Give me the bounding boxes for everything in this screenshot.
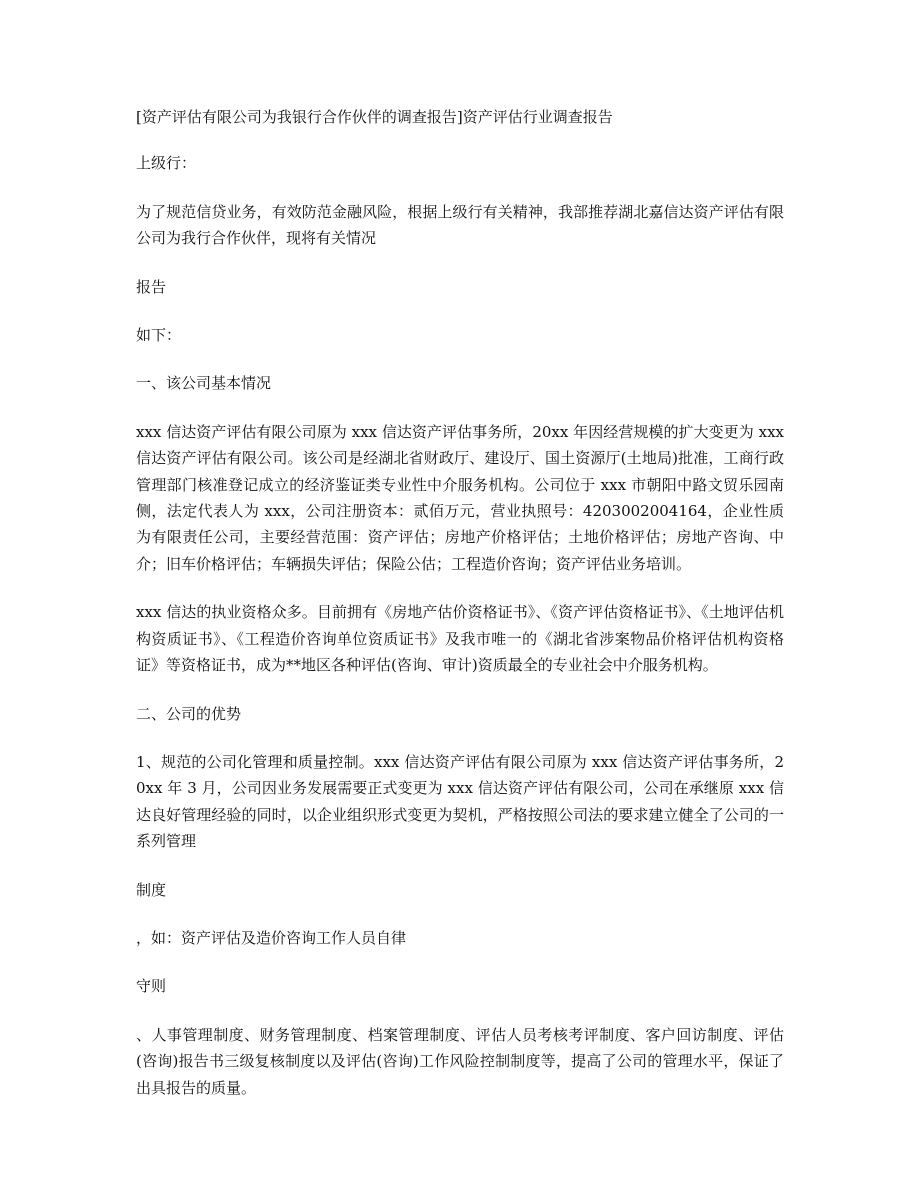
paragraph-fragment: 报告 [136, 277, 167, 296]
section-heading: 一、该公司基本情况 [136, 374, 272, 393]
section-heading: 二、公司的优势 [136, 704, 242, 723]
salutation: 上级行： [136, 154, 197, 173]
document-page [136, 104, 784, 1123]
intro-paragraph: 为了规范信贷业务，有效防范金融风险，根据上级行有关精神，我部推荐湖北嘉信达资产评估有限公司为我行合作伙伴，现将有关情况 [136, 202, 784, 248]
paragraph-fragment: 守则 [136, 977, 167, 996]
body-paragraph: 1、规范的公司化管理和质量控制。xxx 信达资产评估有限公司原为 xxx 信达资产评估事务所，20xx 年 3 月，公司因业务发展需要正式变更为 xxx 信达资产评估有限公司，公司在承继原 xxx 信达良好管理经验的同时，以企业组织形式变更为契机，严格按照公司法的要求建立健全了公司的一系列管理 [136, 752, 784, 851]
document-title: [资产评估有限公司为我银行合作伙伴的调查报告]资产评估行业调查报告 [136, 108, 613, 126]
body-paragraph: 、人事管理制度、财务管理制度、档案管理制度、评估人员考核考评制度、客户回访制度、评估(咨询)报告书三级复核制度以及评估(咨询)工作风险控制制度等，提高了公司的管理水平，保证了出具报告的质量。 [136, 1025, 784, 1097]
paragraph-fragment: 制度 [136, 880, 167, 899]
body-paragraph: xxx 信达的执业资格众多。目前拥有《房地产估价资格证书》、《资产评估资格证书》、《土地评估机构资质证书》、《工程造价咨询单位资质证书》及我市唯一的《湖北省涉案物品价格评估机构资格证》等资格证书，成为**地区各种评估(咨询、审计)资质最全的专业社会中介服务机构。 [136, 603, 784, 675]
paragraph-fragment: 如下： [136, 326, 182, 345]
body-paragraph: xxx 信达资产评估有限公司原为 xxx 信达资产评估事务所，20xx 年因经营规模的扩大变更为 xxx 信达资产评估有限公司。该公司是经湖北省财政厅、建设厅、国土资源厅(土地局)批准，工商行政管理部门核准登记成立的经济鉴证类专业性中介服务机构。公司位于 xxx 市朝阳中路文贸乐园南侧，法定代表人为 xxx，公司注册资本：贰佰万元，营业执照号：4203002004164，企业性质为有限责任公司，主要经营范围：资产评估；房地产价格评估；土地价格评估；房地产咨询、中介；旧车价格评估；车辆损失评估；保险公估；工程造价咨询；资产评估业务培训。 [136, 422, 784, 573]
paragraph-fragment: ，如：资产评估及造价咨询工作人员自律 [136, 928, 407, 947]
